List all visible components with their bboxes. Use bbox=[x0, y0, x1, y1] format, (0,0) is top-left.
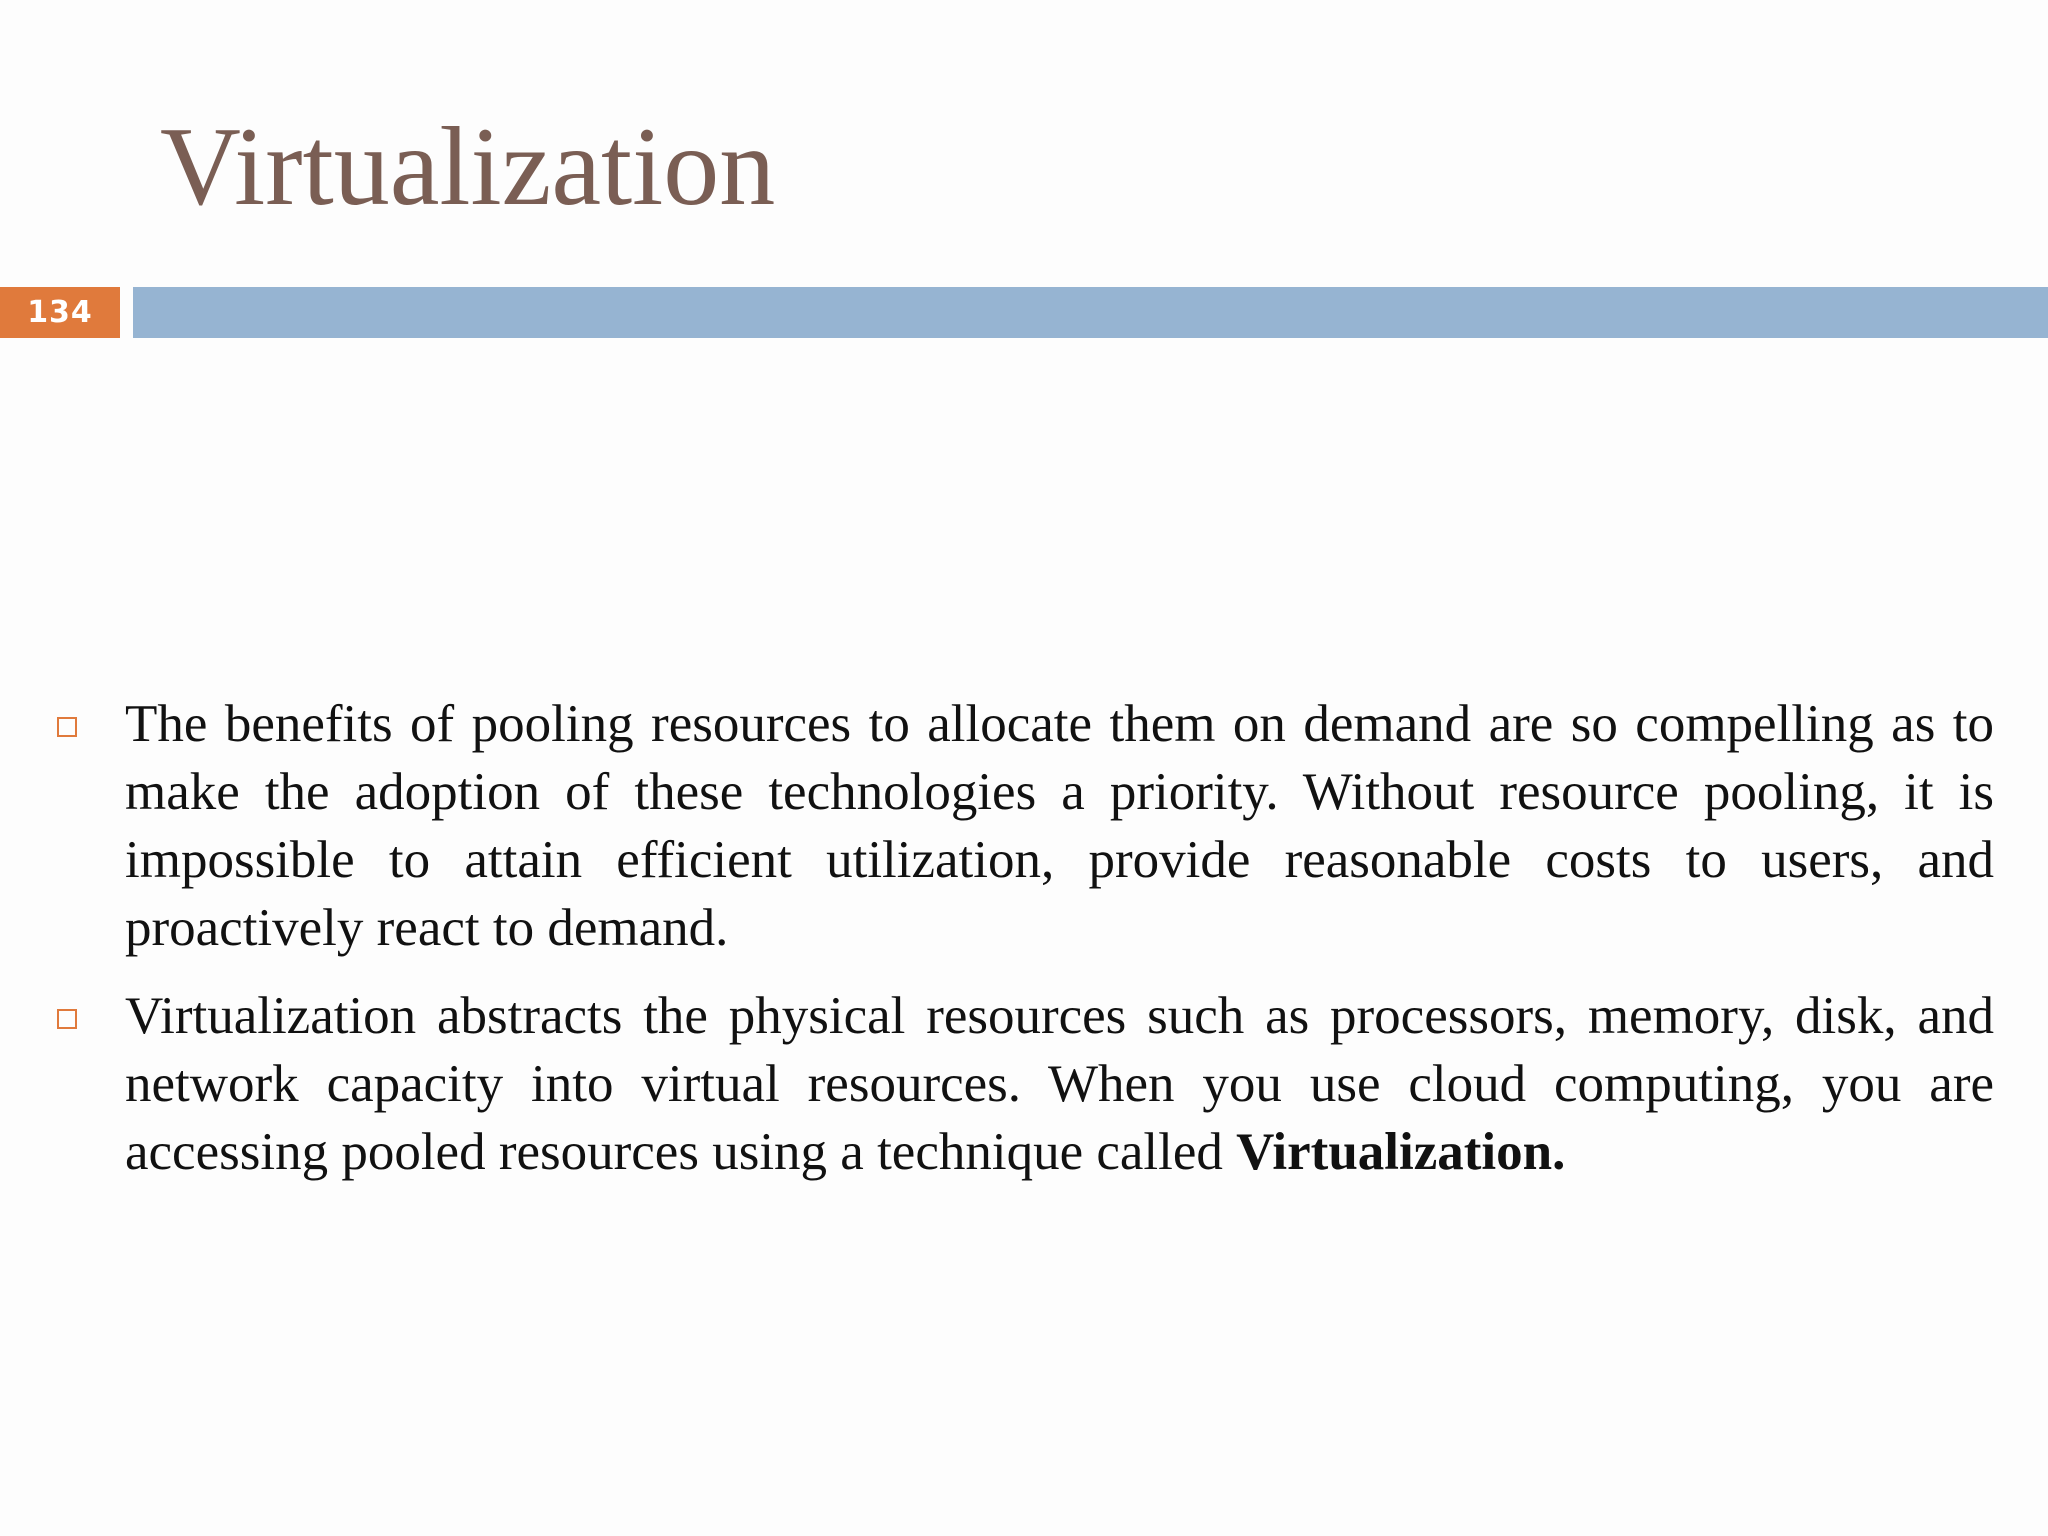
square-bullet-icon bbox=[57, 1009, 77, 1029]
title-accent-bar bbox=[133, 287, 2048, 338]
bullet-item-2 bbox=[0, 982, 2048, 1186]
bullet-item-1 bbox=[0, 690, 2048, 962]
slide-title: Virtualization bbox=[160, 105, 776, 229]
bullet-text-2-content: Virtualization abstracts the physical resources such as processors, memory, disk, and network capacity into virtual resources. When you use cloud computing, you are accessing pooled resources using a technique called bbox=[125, 987, 1994, 1181]
bullet-text-1 bbox=[125, 690, 1994, 962]
bullet-text-2 bbox=[125, 982, 1994, 1186]
square-bullet-icon bbox=[57, 717, 77, 737]
bullet-text-2-bold-term: Virtualization. bbox=[1236, 1123, 1566, 1181]
bullet-list bbox=[0, 690, 2048, 1206]
bullet-text-1-content: The benefits of pooling resources to allocate them on demand are so compelling as to make the adoption of these technologies a priority. Without resource pooling, it is impossible to attain efficient utilization, provide reasonable costs to users, and proactively react to demand. bbox=[125, 695, 1994, 957]
slide-number-badge: 134 bbox=[0, 287, 120, 338]
